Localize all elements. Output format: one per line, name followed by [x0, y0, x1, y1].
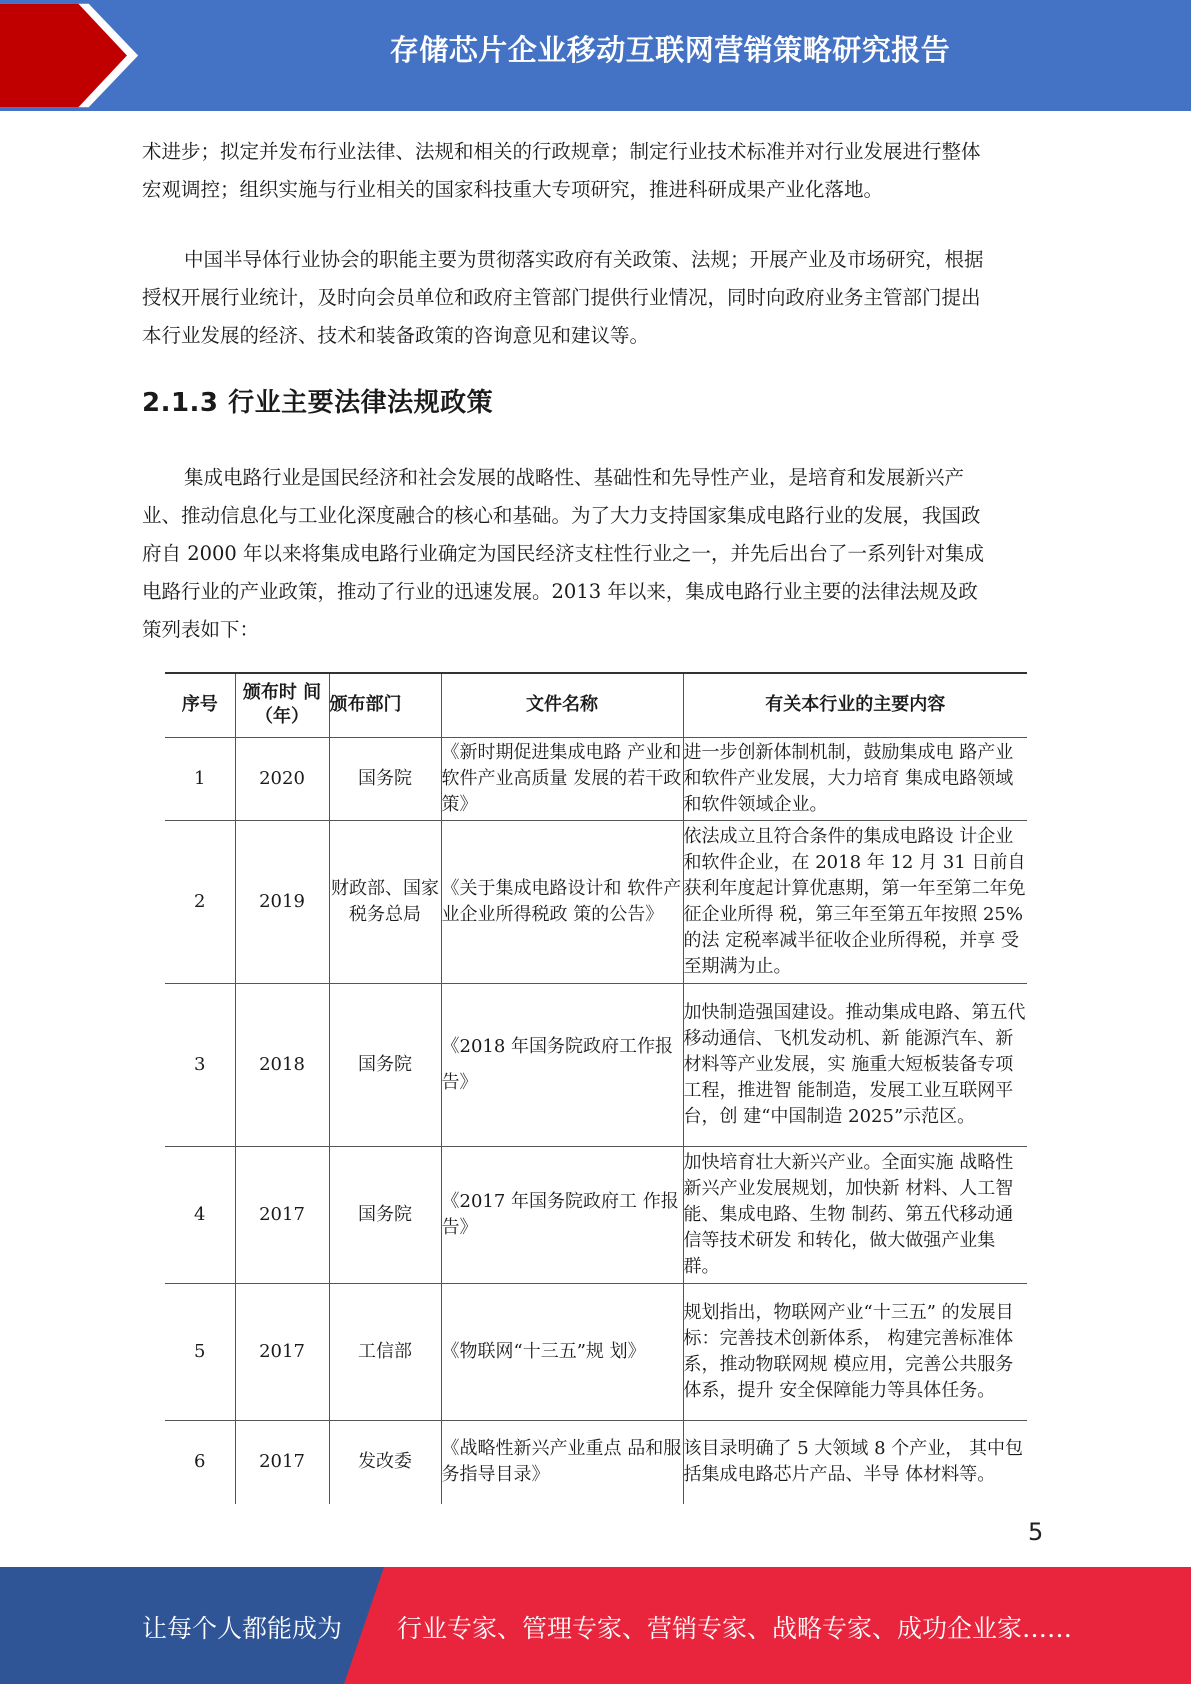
- text-line: 宏观调控；组织实施与行业相关的国家科技重大专项研究，推进科研成果产业化落地。: [142, 178, 884, 201]
- cell-dept: 国务院: [329, 983, 441, 1146]
- cell-no: 6: [165, 1420, 235, 1504]
- header-cell-content: 有关本行业的主要内容: [683, 673, 1027, 737]
- header-arrow-decoration: [0, 0, 140, 111]
- text-line: 电路行业的产业政策，推动了行业的迅速发展。2013 年以来，集成电路行业主要的法律法规及政: [142, 580, 978, 603]
- text-line: 授权开展行业统计，及时向会员单位和政府主管部门提供行业情况，同时向政府业务主管部门提出: [142, 286, 981, 309]
- cell-dept: 发改委: [329, 1420, 441, 1504]
- paragraph-association: [142, 241, 1048, 355]
- cell-year: 2017: [235, 1283, 329, 1420]
- cell-content: 加快制造强国建设。推动集成电路、第五代移动通信、飞机发动机、新 能源汽车、新材料等产业发展，实 施重大短板装备专项工程，推进智 能制造，发展工业互联网平台，创 建“中国制造 2025”示范区。: [683, 983, 1027, 1146]
- text-line: 本行业发展的经济、技术和装备政策的咨询意见和建议等。: [142, 324, 650, 347]
- cell-doc: 《物联网“十三五”规 划》: [441, 1283, 683, 1420]
- cell-content: 依法成立且符合条件的集成电路设 计企业和软件企业，在 2018 年 12 月 31 日前自获利年度起计算优惠期，第一年至第二年免征企业所得 税，第三年至第五年按照 25%的法 定税率减半征收企业所得税，并享 受至期满为止。: [683, 820, 1027, 983]
- cell-no: 3: [165, 983, 235, 1146]
- cell-year: 2017: [235, 1146, 329, 1283]
- cell-dept: 国务院: [329, 737, 441, 820]
- page-number: 5: [1028, 1518, 1044, 1546]
- paragraph-continuation: [142, 133, 1048, 209]
- table-row: [165, 737, 1027, 820]
- page-header: [0, 0, 1191, 111]
- text-line: 府自 2000 年以来将集成电路行业确定为国民经济支柱性行业之一，并先后出台了一系列针对集成: [142, 542, 985, 565]
- cell-content: 该目录明确了 5 大领域 8 个产业， 其中包括集成电路芯片产品、半导 体材料等。: [683, 1420, 1027, 1504]
- cell-doc: 《2017 年国务院政府工 作报告》: [441, 1146, 683, 1283]
- cell-year: 2018: [235, 983, 329, 1146]
- header-cell-doc: 文件名称: [441, 673, 683, 737]
- cell-doc: 《关于集成电路设计和 软件产业企业所得税政 策的公告》: [441, 820, 683, 983]
- cell-year: 2017: [235, 1420, 329, 1504]
- document-title: 存储芯片企业移动互联网营销策略研究报告: [389, 33, 951, 67]
- cell-year: 2020: [235, 737, 329, 820]
- cell-year: 2019: [235, 820, 329, 983]
- table-header-row: [165, 673, 1027, 737]
- cell-no: 4: [165, 1146, 235, 1283]
- footer-slogan-left: 让每个人都能成为: [142, 1614, 343, 1643]
- cell-dept: 国务院: [329, 1146, 441, 1283]
- table-row: [165, 983, 1027, 1146]
- cell-dept: 工信部: [329, 1283, 441, 1420]
- cell-content: 加快培育壮大新兴产业。全面实施 战略性新兴产业发展规划，加快新 材料、人工智能、集成电路、生物 制药、第五代移动通信等技术研发 和转化，做大做强产业集群。: [683, 1146, 1027, 1283]
- table-row: [165, 1420, 1027, 1504]
- section-heading: 2.1.3 行业主要法律法规政策: [142, 388, 494, 418]
- table-row: [165, 1146, 1027, 1283]
- table-row: [165, 1283, 1027, 1420]
- paragraph-policy-intro: [142, 459, 1048, 649]
- header-cell-year: 颁布时 间（年）: [235, 673, 329, 737]
- page-footer: [0, 1567, 1191, 1684]
- text-line: 策列表如下：: [142, 618, 260, 641]
- cell-dept: 财政部、国家税务总局: [329, 820, 441, 983]
- cell-no: 5: [165, 1283, 235, 1420]
- header-cell-dept: 颁布部门: [329, 673, 441, 737]
- cell-content: 规划指出，物联网产业“十三五” 的发展目标：完善技术创新体系， 构建完善标准体系，推动物联网规 模应用，完善公共服务体系，提升 安全保障能力等具体任务。: [683, 1283, 1027, 1420]
- text-line: 业、推动信息化与工业化深度融合的核心和基础。为了大力支持国家集成电路行业的发展，我国政: [142, 504, 981, 527]
- cell-no: 1: [165, 737, 235, 820]
- text-line: 集成电路行业是国民经济和社会发展的战略性、基础性和先导性产业，是培育和发展新兴产: [184, 466, 965, 489]
- cell-content: 进一步创新体制机制，鼓励集成电 路产业和软件产业发展，大力培育 集成电路领域和软件领域企业。: [683, 737, 1027, 820]
- cell-no: 2: [165, 820, 235, 983]
- cell-doc: 《2018 年国务院政府工作报告》: [441, 983, 683, 1146]
- footer-slogan-right: 行业专家、管理专家、营销专家、战略专家、成功企业家……: [397, 1614, 1073, 1643]
- header-cell-no: 序号: [165, 673, 235, 737]
- cell-doc: 《战略性新兴产业重点 品和服务指导目录》: [441, 1420, 683, 1504]
- cell-doc: 《新时期促进集成电路 产业和软件产业高质量 发展的若干政策》: [441, 737, 683, 820]
- table-row: [165, 820, 1027, 983]
- policy-table: [165, 672, 1027, 1504]
- text-line: 中国半导体行业协会的职能主要为贯彻落实政府有关政策、法规；开展产业及市场研究，根据: [184, 248, 984, 271]
- text-line: 术进步；拟定并发布行业法律、法规和相关的行政规章；制定行业技术标准并对行业发展进行整体: [142, 140, 981, 163]
